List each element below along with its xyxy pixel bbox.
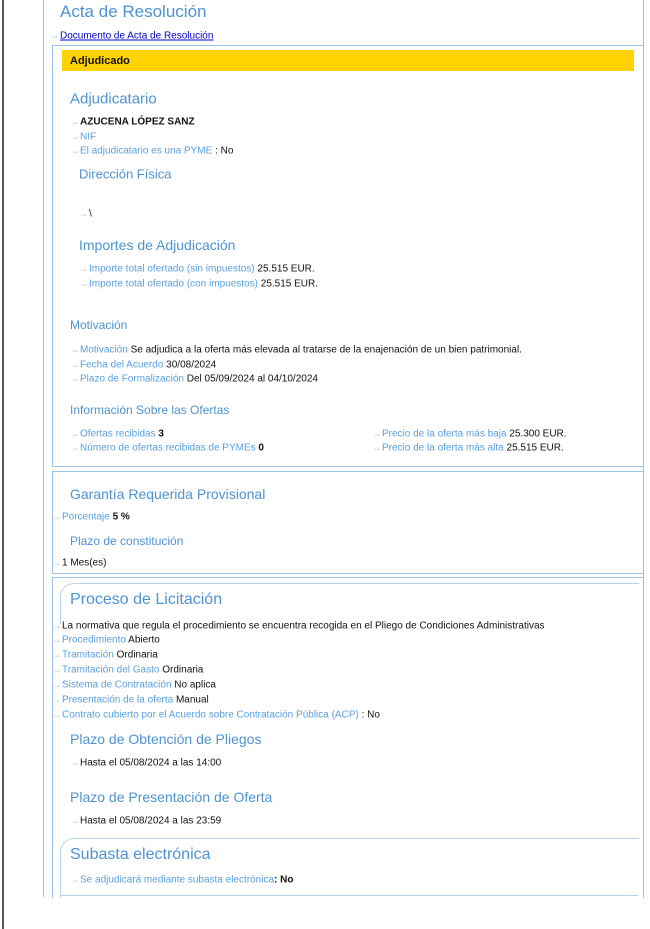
proceso-item	[52, 650, 158, 661]
proceso-item	[52, 635, 160, 646]
plazo-formalizacion-row	[70, 374, 318, 385]
proceso-item	[52, 665, 203, 676]
arrow-icon: →	[70, 815, 79, 826]
item-value: No aplica	[174, 679, 216, 691]
fecha-row	[70, 360, 216, 371]
arrow-icon: →	[70, 359, 79, 370]
arrow-icon: →	[52, 557, 61, 568]
item-label: Tramitación	[62, 649, 114, 661]
arrow-icon: →	[70, 757, 79, 768]
arrow-icon: →	[70, 131, 79, 142]
pymes-value: 0	[258, 442, 264, 454]
nif-row	[70, 132, 96, 143]
item-label: Tramitación del Gasto	[62, 664, 160, 676]
normativa-row	[52, 621, 545, 632]
arrow-icon: →	[79, 278, 88, 289]
motivo-label: Motivación	[80, 344, 128, 356]
importe-con-label: Importe total ofertado (con impuestos)	[89, 278, 258, 290]
arrow-icon: →	[52, 709, 61, 720]
adjudicatario-name: AZUCENA LÓPEZ SANZ	[80, 116, 195, 128]
importe-con-row	[79, 279, 318, 290]
arrow-icon: →	[70, 428, 79, 439]
item-value: Ordinaria	[162, 664, 204, 676]
arrow-icon: →	[52, 511, 61, 522]
pliegos-value: Hasta el 05/08/2024 a las 14:00	[80, 757, 222, 769]
plazo-constitucion-row	[52, 558, 106, 569]
subasta-value: : No	[274, 874, 294, 886]
ofertas-pymes-row	[70, 443, 264, 454]
oferta-baja-row	[372, 429, 567, 440]
item-label: Presentación de la oferta	[62, 694, 174, 706]
arrow-icon: →	[79, 208, 88, 219]
status-banner	[62, 50, 634, 71]
direccion-heading: Dirección Física	[79, 166, 172, 182]
page-border-left	[43, 0, 44, 897]
section-title: Acta de Resolución	[60, 2, 207, 21]
importe-con-value: 25.515 EUR.	[260, 278, 319, 290]
alta-label: Precio de la oferta más alta	[382, 442, 504, 454]
document-link[interactable]: Documento de Acta de Resolución	[60, 30, 214, 42]
item-label: Contrato cubierto por el Acuerdo sobre Contratación Pública (ACP)	[62, 709, 359, 721]
presentacion-value: Hasta el 05/08/2024 a las 23:59	[80, 815, 222, 827]
recibidas-label: Ofertas recibidas	[80, 428, 156, 440]
ofertas-heading: Información Sobre las Ofertas	[70, 403, 230, 417]
porcentaje-value: 5 %	[112, 511, 130, 523]
motivacion-heading: Motivación	[70, 318, 128, 332]
pliegos-heading: Plazo de Obtención de Pliegos	[70, 731, 262, 747]
arrow-icon: →	[50, 30, 59, 41]
proceso-heading: Proceso de Licitación	[70, 591, 223, 608]
next-section-edge	[60, 895, 638, 896]
direccion-row	[79, 209, 92, 220]
plazo-constitucion-heading: Plazo de constitución	[70, 534, 184, 548]
status-badge: Adjudicado	[70, 55, 130, 67]
document-link-row	[50, 31, 213, 42]
importe-sin-label: Importe total ofertado (sin impuestos)	[89, 263, 255, 275]
item-value: Abierto	[128, 634, 160, 646]
subasta-label: Se adjudicará mediante subasta electrónica	[80, 874, 275, 886]
baja-label: Precio de la oferta más baja	[382, 428, 507, 440]
direccion-value: \	[89, 208, 92, 220]
garantia-heading: Garantía Requerida Provisional	[70, 486, 266, 502]
baja-value: 25.300 EUR.	[509, 428, 567, 440]
arrow-icon: →	[70, 442, 79, 453]
nif-label: NIF	[80, 131, 97, 143]
adjudicatario-heading: Adjudicatario	[70, 90, 157, 108]
proceso-item	[52, 710, 380, 721]
plazo-value: Del 05/09/2024 al 04/10/2024	[186, 373, 318, 385]
item-value: : No	[361, 709, 380, 721]
arrow-icon: →	[70, 373, 79, 384]
porcentaje-row	[52, 512, 130, 523]
item-value: Manual	[175, 694, 209, 706]
plazo-label: Plazo de Formalización	[80, 373, 184, 385]
item-value: Ordinaria	[116, 649, 158, 661]
arrow-icon: →	[372, 442, 381, 453]
pyme-value: : No	[215, 145, 234, 157]
subasta-heading: Subasta electrónica	[70, 846, 211, 863]
arrow-icon: →	[52, 694, 61, 705]
arrow-icon: →	[70, 874, 79, 885]
pyme-label: El adjudicatario es una PYME	[80, 145, 213, 157]
presentacion-heading: Plazo de Presentación de Oferta	[70, 789, 273, 805]
item-label: Procedimiento	[62, 634, 126, 646]
pliegos-row	[70, 758, 221, 769]
pyme-row	[70, 146, 233, 157]
ofertas-recibidas-row	[70, 429, 164, 440]
arrow-icon: →	[52, 679, 61, 690]
item-label: Sistema de Contratación	[62, 679, 172, 691]
importe-sin-value: 25.515 EUR.	[257, 263, 315, 275]
arrow-icon: →	[52, 620, 61, 631]
arrow-icon: →	[70, 116, 79, 127]
motivo-row	[70, 345, 522, 356]
arrow-icon: →	[79, 263, 88, 274]
arrow-icon: →	[372, 428, 381, 439]
window-edge	[2, 0, 4, 929]
plazo-constitucion-value: 1 Mes(es)	[62, 557, 107, 569]
importe-sin-row	[79, 264, 315, 275]
recibidas-value: 3	[158, 428, 164, 440]
motivo-value: Se adjudica a la oferta más elevada al tratarse de la enajenación de un bien patrimonial.	[130, 344, 522, 356]
porcentaje-label: Porcentaje	[62, 511, 110, 523]
arrow-icon: →	[70, 344, 79, 355]
subasta-row	[70, 875, 293, 886]
fecha-value: 30/08/2024	[166, 359, 217, 371]
proceso-item	[52, 680, 216, 691]
alta-value: 25.515 EUR.	[506, 442, 564, 454]
pymes-label: Número de ofertas recibidas de PYMEs	[80, 442, 256, 454]
fecha-label: Fecha del Acuerdo	[80, 359, 164, 371]
importes-heading: Importes de Adjudicación	[79, 237, 236, 253]
arrow-icon: →	[70, 145, 79, 156]
presentacion-row	[70, 816, 221, 827]
adjudicatario-name-row	[70, 117, 195, 128]
arrow-icon: →	[52, 649, 61, 660]
normativa-text: La normativa que regula el procedimiento se encuentra recogida en el Pliego de Condiciones Administrativas	[62, 620, 545, 632]
oferta-alta-row	[372, 443, 564, 454]
arrow-icon: →	[52, 664, 61, 675]
arrow-icon: →	[52, 634, 61, 645]
proceso-item	[52, 695, 209, 706]
